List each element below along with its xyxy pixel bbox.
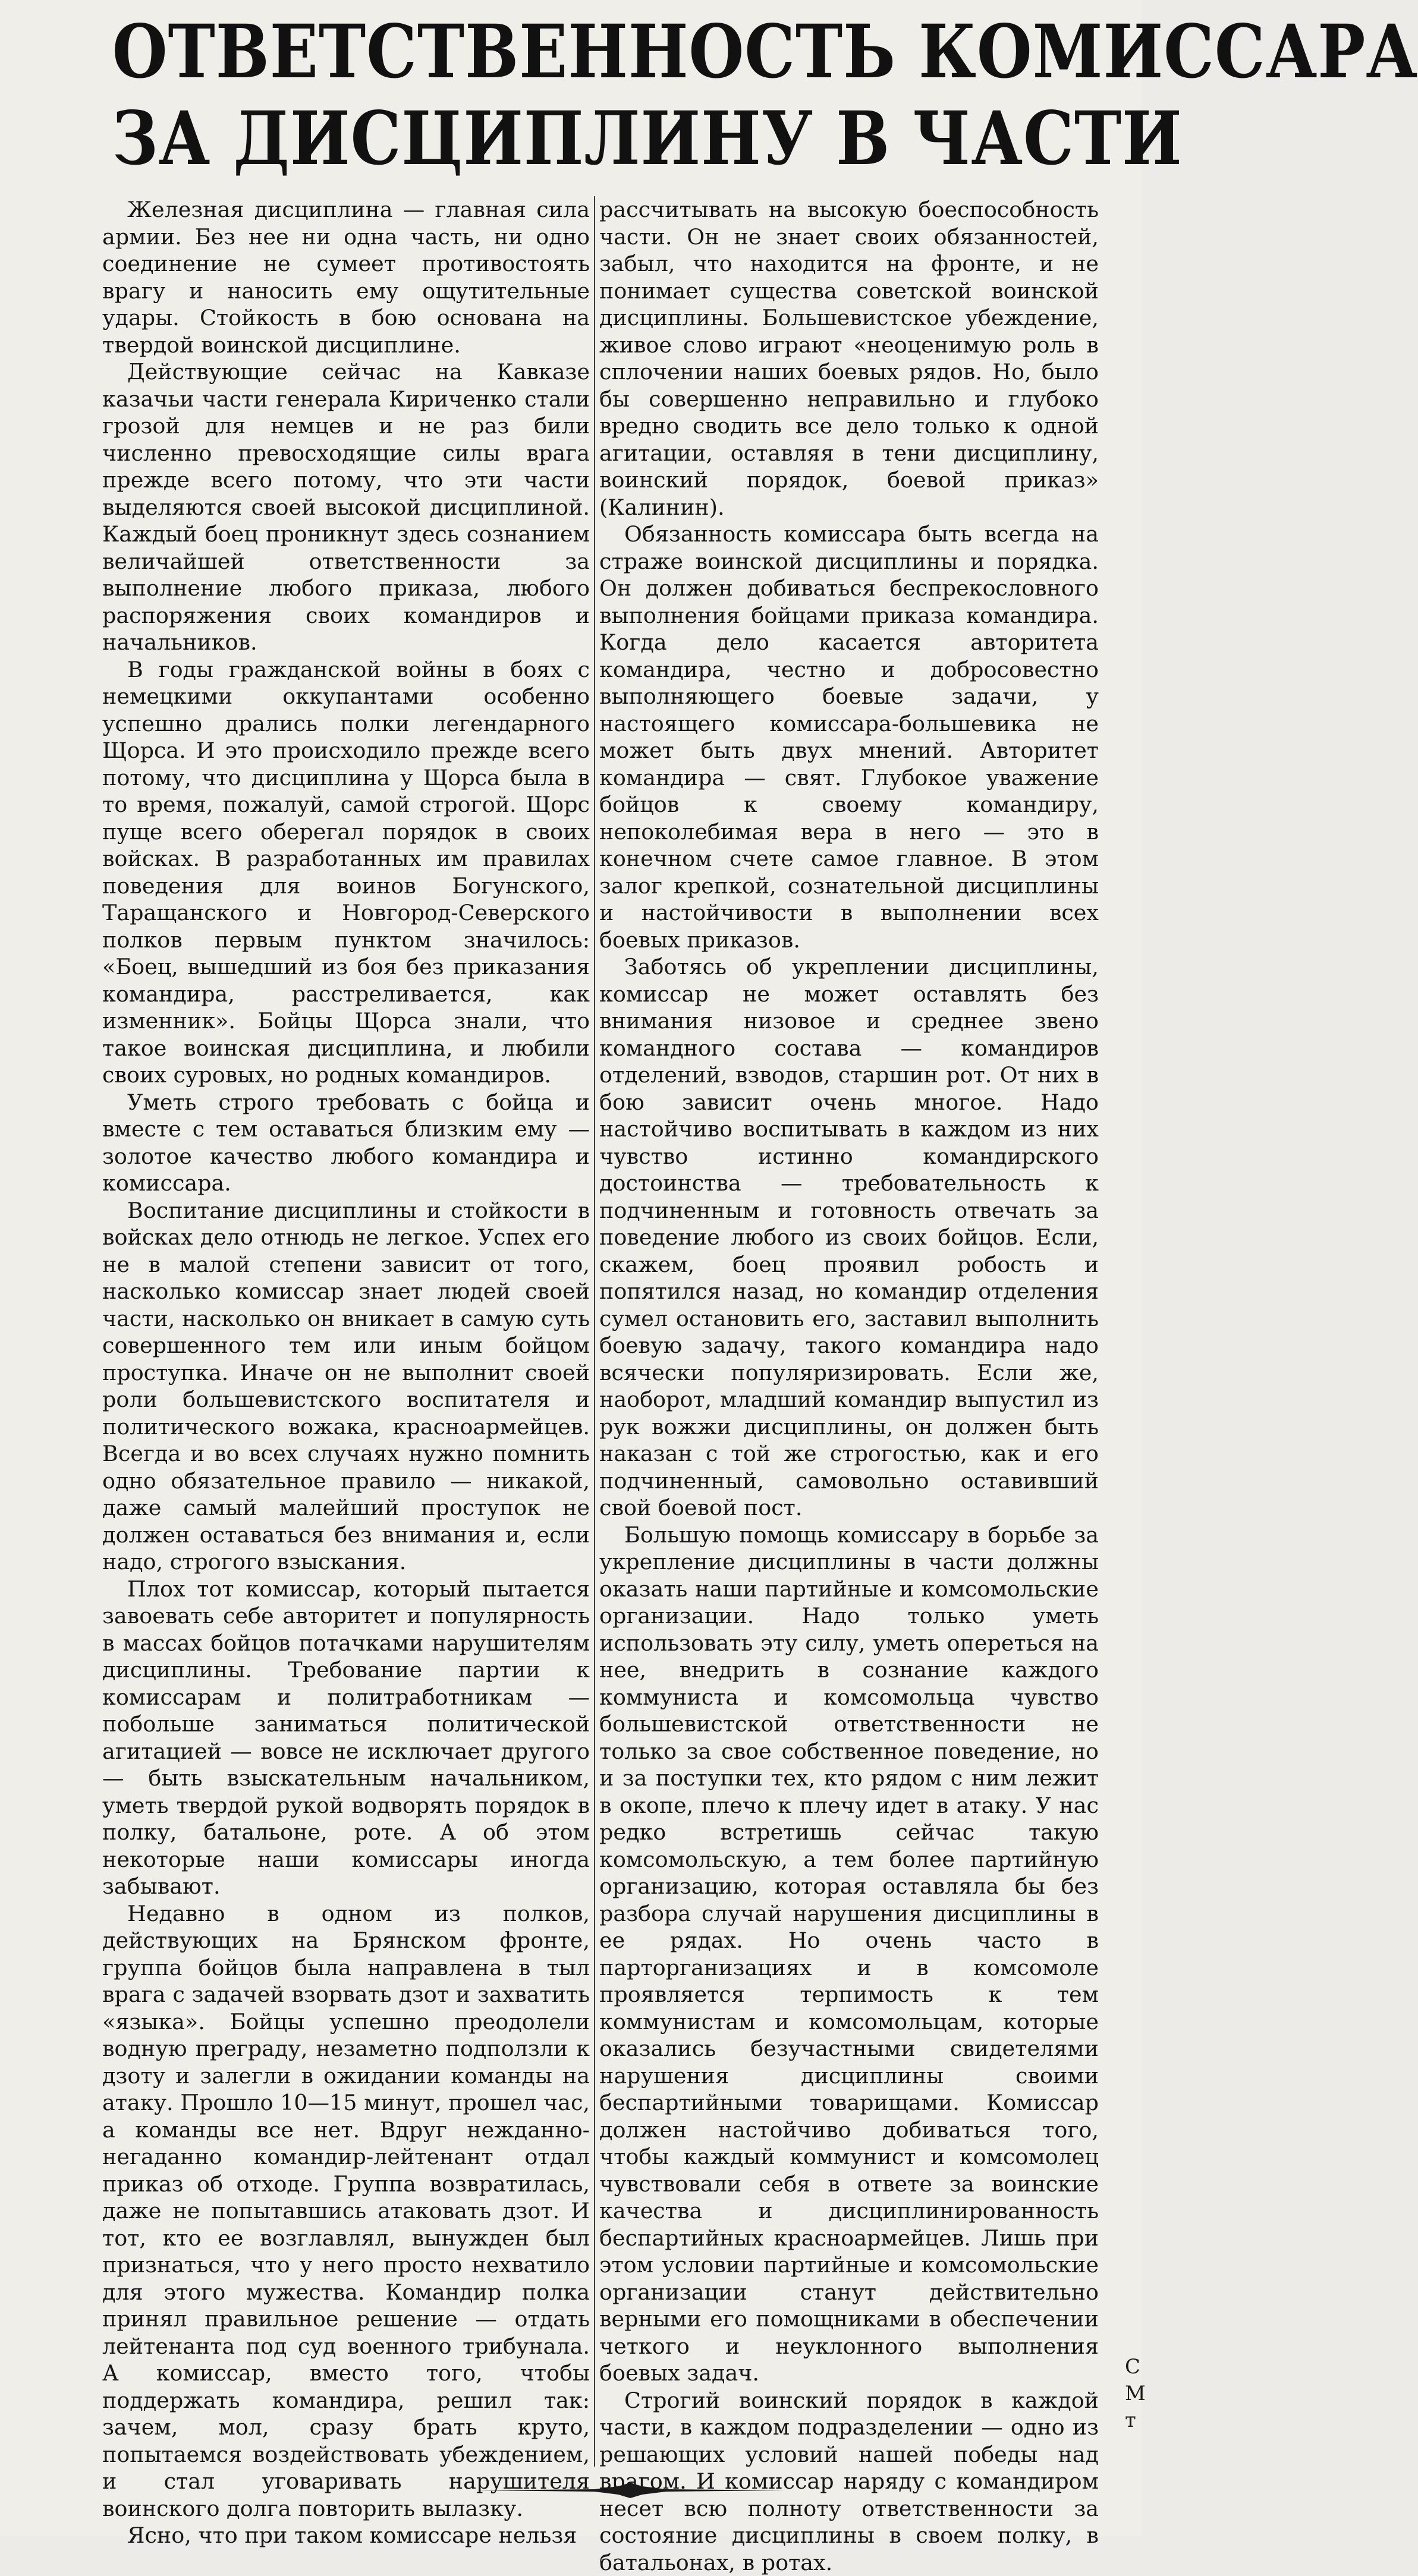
paragraph: Воспитание дисциплины и стойкости в войсках дело отнюдь не легкое. Успех его не в малой степени зависит от того, насколько комиссар знает людей своей части, насколько он вникает в самую суть совершенного тем или иным бойцом проступка. Иначе он не выполнит своей роли большевистского воспитателя и политического вожака, красноармейцев. Всегда и во всех случаях нужно помнить одно обязательное правило — никакой, даже самый малейший проступок не должен оставаться без внимания и, если надо, строгого взыскания.: [102, 1197, 590, 1576]
column-divider: [594, 196, 595, 2467]
paragraph: Большую помощь комиссару в борьбе за укрепление дисциплины в части должны оказать наши партийные и комсомольские организации. Надо только уметь использовать эту силу, уметь опереться на нее, внедрить в сознание каждого коммуниста и комсомольца чувство большевистской ответственности не только за свое собственное поведение, но и за поступки тех, кто рядом с ним лежит в окопе, плечо к плечу идет в атаку. У нас редко встретишь сейчас такую комсомольскую, а тем более партийную организацию, которая оставляла бы без разбора случай нарушения дисциплины в ее рядах. Но очень часто в парторганизациях и в комсомоле проявляется терпимость к тем коммунистам и комсомольцам, которые оказались безучастными свидетелями нарушения дисциплины своими беспартийными товарищами. Комиссар должен настойчиво добиваться того, чтобы каждый коммунист и комсомолец чувствовали себя в ответе за воинские качества и дисциплинированность беспартийных красноармейцев. Лишь при этом условии партийные и комсомольские организации станут действительно верными его помощниками в обеспечении четкого и неуклонного выполнения боевых задач.: [599, 1522, 1099, 2387]
headline-line-2: ЗА ДИСЦИПЛИНУ В ЧАСТИ: [112, 99, 1053, 179]
headline-line-1: ОТВЕТСТВЕННОСТЬ КОМИССАРА: [112, 12, 1053, 93]
paragraph: Железная дисциплина — главная сила армии. Без нее ни одна часть, ни одно соединение не сумеет противостоять врагу и наносить ему ощутительные удары. Стойкость в бою основана на твердой воинской дисциплине.: [102, 196, 590, 358]
paragraph: Действующие сейчас на Кавказе казачьи части генерала Кириченко стали грозой для немцев и не раз били численно превосходящие силы врага прежде всего потому, что эти части выделяются своей высокой дисциплиной. Каждый боец проникнут здесь сознанием величайшей ответственности за выполнение любого приказа, любого распоряжения своих командиров и начальников.: [102, 358, 590, 656]
end-ornament-divider: [476, 2481, 785, 2499]
paragraph: рассчитывать на высокую боеспособность части. Он не знает своих обязанностей, забыл, что находится на фронте, и не понимает существа советской воинской дисциплины. Большевистское убеждение, живое слово играют «неоценимую роль в сплочении наших боевых рядов. Но, было бы совершенно неправильно и глубоко вредно сводить все дело только к одной агитации, оставляя в тени дисциплину, воинский порядок, боевой приказ» (Калинин).: [599, 196, 1099, 521]
paragraph: Ясно, что при таком комиссаре нельзя: [102, 2522, 590, 2549]
article-column-left: [102, 196, 590, 2549]
fragment-letter: М: [1125, 2380, 1142, 2407]
paragraph: Обязанность комиссара быть всегда на страже воинской дисциплины и порядка. Он должен добиваться беспрекословного выполнения бойцами приказа командира. Когда дело касается авторитета командира, честно и добросовестно выполняющего боевые задачи, у настоящего комиссара-большевика не может быть двух мнений. Авторитет командира — свят. Глубокое уважение бойцов к своему командиру, непоколебимая вера в него — это в конечном счете самое главное. В этом залог крепкой, сознательной дисциплины и настойчивости в выполнении всех боевых приказов.: [599, 521, 1099, 953]
paragraph: В годы гражданской войны в боях с немецкими оккупантами особенно успешно дрались полки легендарного Щорса. И это происходило прежде всего потому, что дисциплина у Щорса была в то время, пожалуй, самой строгой. Щорс пуще всего оберегал порядок в своих войсках. В разработанных им правилах поведения для воинов Богунского, Таращанского и Новгород-Северского полков первым пунктом значилось: «Боец, вышедший из боя без приказания командира, расстреливается, как изменник». Бойцы Щорса знали, что такое воинская дисциплина, и любили своих суровых, но родных командиров.: [102, 656, 590, 1089]
adjacent-column-fragment: [1125, 2354, 1142, 2536]
paragraph: Заботясь об укреплении дисциплины, комиссар не может оставлять без внимания низовое и среднее звено командного состава — командиров отделений, взводов, старшин рот. От них в бою зависит очень многое. Надо настойчиво воспитывать в каждом из них чувство истинно командирского достоинства — требовательность к подчиненным и готовность отвечать за поведение любого из своих бойцов. Если, скажем, боец проявил робость и попятился назад, но командир отделения сумел остановить его, заставил выполнить боевую задачу, такого командира надо всячески популяризировать. Если же, наоборот, младший командир выпустил из рук вожжи дисциплины, он должен быть наказан с той же строгостью, как и его подчиненный, самовольно оставивший свой боевой пост.: [599, 953, 1099, 1522]
paragraph: Уметь строго требовать с бойца и вместе с тем оставаться близким ему — золотое качество любого командира и комиссара.: [102, 1089, 590, 1197]
paragraph: Плох тот комиссар, который пытается завоевать себе авторитет и популярность в массах бойцов потачками нарушителям дисциплины. Требование партии к комиссарам и политработникам — побольше заниматься политической агитацией — вовсе не исключает другого — быть взыскательным начальником, уметь твердой рукой водворять порядок в полку, батальоне, роте. А об этом некоторые наши комиссары иногда забывают.: [102, 1576, 590, 1900]
article-column-right: [599, 196, 1099, 2576]
paragraph: Строгий воинский порядок в каждой части, в каждом подразделении — одно из решающих условий нашей победы над врагом. И комиссар наряду с командиром несет всю полноту ответственности за состояние дисциплины в своем полку, в батальонах, в ротах.: [599, 2387, 1099, 2576]
fragment-letter: т: [1125, 2407, 1142, 2434]
fragment-letter: С: [1125, 2354, 1142, 2380]
paragraph: Недавно в одном из полков, действующих на Брянском фронте, группа бойцов была направлена в тыл врага с задачей взорвать дзот и захватить «языка». Бойцы успешно преодолели водную преграду, незаметно подползли к дзоту и залегли в ожидании команды на атаку. Прошло 10—15 минут, прошел час, а команды все нет. Вдруг нежданно-негаданно командир-лейтенант отдал приказ об отходе. Группа возвратилась, даже не попытавшись атаковать дзот. И тот, кто ее возглавлял, вынужден был признаться, что у него просто нехватило для этого мужества. Командир полка принял правильное решение — отдать лейтенанта под суд военного трибунала. А комиссар, вместо того, чтобы поддержать командира, решил так: зачем, мол, сразу брать круто, попытаемся воздействовать убеждением, и стал уговаривать нарушителя воинского долга повторить вылазку.: [102, 1900, 590, 2523]
